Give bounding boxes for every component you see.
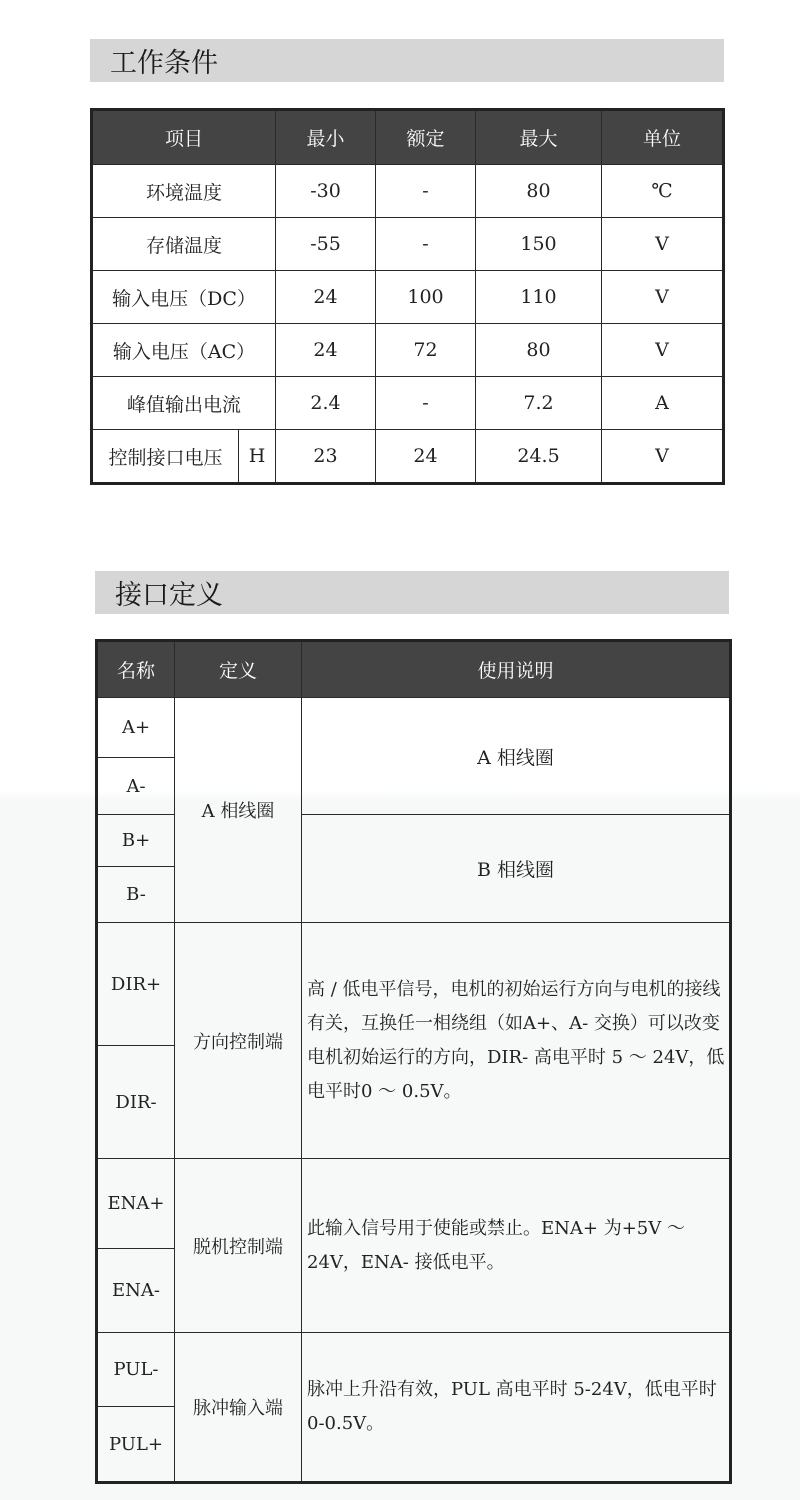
- cell-description: A 相线圈: [302, 698, 731, 815]
- cell-name: A-: [97, 758, 175, 815]
- table-row: [92, 165, 724, 218]
- cell-name: PUL+: [97, 1407, 175, 1483]
- cell-unit: V: [602, 218, 724, 271]
- header-description: 使用说明: [302, 641, 731, 698]
- cell-definition: A 相线圈: [175, 698, 302, 923]
- cell-description: B 相线圈: [302, 815, 731, 923]
- table-row: [92, 430, 724, 484]
- cell-item: 输入电压（AC）: [92, 324, 276, 377]
- section-title-interface-definition: 接口定义: [95, 571, 729, 614]
- cell-unit: V: [602, 271, 724, 324]
- table-row: [97, 1333, 731, 1407]
- cell-description: 高 / 低电平信号，电机的初始运行方向与电机的接线有关，互换任一相绕组（如A+、A- 交换）可以改变电机初始运行的方向，DIR- 高电平时 5 ～ 24V，低电平时0 ～ 0.5V。: [302, 923, 731, 1159]
- cell-name: ENA-: [97, 1249, 175, 1333]
- cell-name: DIR+: [97, 923, 175, 1046]
- cell-rated: 100: [376, 271, 476, 324]
- cell-max: 7.2: [476, 377, 602, 430]
- cell-name: ENA+: [97, 1159, 175, 1249]
- table-row: [92, 377, 724, 430]
- cell-rated: -: [376, 377, 476, 430]
- cell-unit: A: [602, 377, 724, 430]
- header-unit: 单位: [602, 110, 724, 165]
- table-row: [92, 324, 724, 377]
- cell-max: 150: [476, 218, 602, 271]
- cell-item: 环境温度: [92, 165, 276, 218]
- cell-rated: 72: [376, 324, 476, 377]
- cell-description: 此输入信号用于使能或禁止。ENA+ 为+5V ～ 24V，ENA- 接低电平。: [302, 1159, 731, 1333]
- cell-name: B+: [97, 815, 175, 867]
- cell-name: PUL-: [97, 1333, 175, 1407]
- cell-unit: V: [602, 430, 724, 484]
- header-max: 最大: [476, 110, 602, 165]
- cell-max: 24.5: [476, 430, 602, 484]
- header-rated: 额定: [376, 110, 476, 165]
- cell-max: 80: [476, 165, 602, 218]
- cell-rated: -: [376, 218, 476, 271]
- cell-definition: 脉冲输入端: [175, 1333, 302, 1483]
- cell-max: 80: [476, 324, 602, 377]
- table-row: [92, 271, 724, 324]
- cell-definition: 方向控制端: [175, 923, 302, 1159]
- cell-min: -55: [276, 218, 376, 271]
- cell-item: 峰值输出电流: [92, 377, 276, 430]
- cell-unit: V: [602, 324, 724, 377]
- cell-name: B-: [97, 867, 175, 923]
- cell-sub-level: H: [239, 430, 276, 484]
- cell-min: 24: [276, 324, 376, 377]
- header-definition: 定义: [175, 641, 302, 698]
- cell-definition: 脱机控制端: [175, 1159, 302, 1333]
- cell-description: 脉冲上升沿有效，PUL 高电平时 5-24V，低电平时 0-0.5V。: [302, 1333, 731, 1483]
- cell-control-item: 控制接口电压: [92, 430, 239, 484]
- cell-min: 2.4: [276, 377, 376, 430]
- section-title-working-conditions: 工作条件: [90, 39, 724, 82]
- cell-max: 110: [476, 271, 602, 324]
- cell-unit: ℃: [602, 165, 724, 218]
- table-row: [97, 923, 731, 1046]
- table-header-row: [97, 641, 731, 698]
- cell-rated: -: [376, 165, 476, 218]
- header-name: 名称: [97, 641, 175, 698]
- cell-min: 24: [276, 271, 376, 324]
- cell-item: 存储温度: [92, 218, 276, 271]
- working-conditions-table: [90, 108, 725, 485]
- cell-min: -30: [276, 165, 376, 218]
- cell-min: 23: [276, 430, 376, 484]
- cell-item: 输入电压（DC）: [92, 271, 276, 324]
- table-row: [97, 698, 731, 758]
- cell-name: DIR-: [97, 1046, 175, 1159]
- cell-rated: 24: [376, 430, 476, 484]
- table-header-row: [92, 110, 724, 165]
- table-row: [97, 1159, 731, 1249]
- interface-definition-table: [95, 639, 732, 1484]
- table-row: [92, 218, 724, 271]
- header-min: 最小: [276, 110, 376, 165]
- header-item: 项目: [92, 110, 276, 165]
- cell-name: A+: [97, 698, 175, 758]
